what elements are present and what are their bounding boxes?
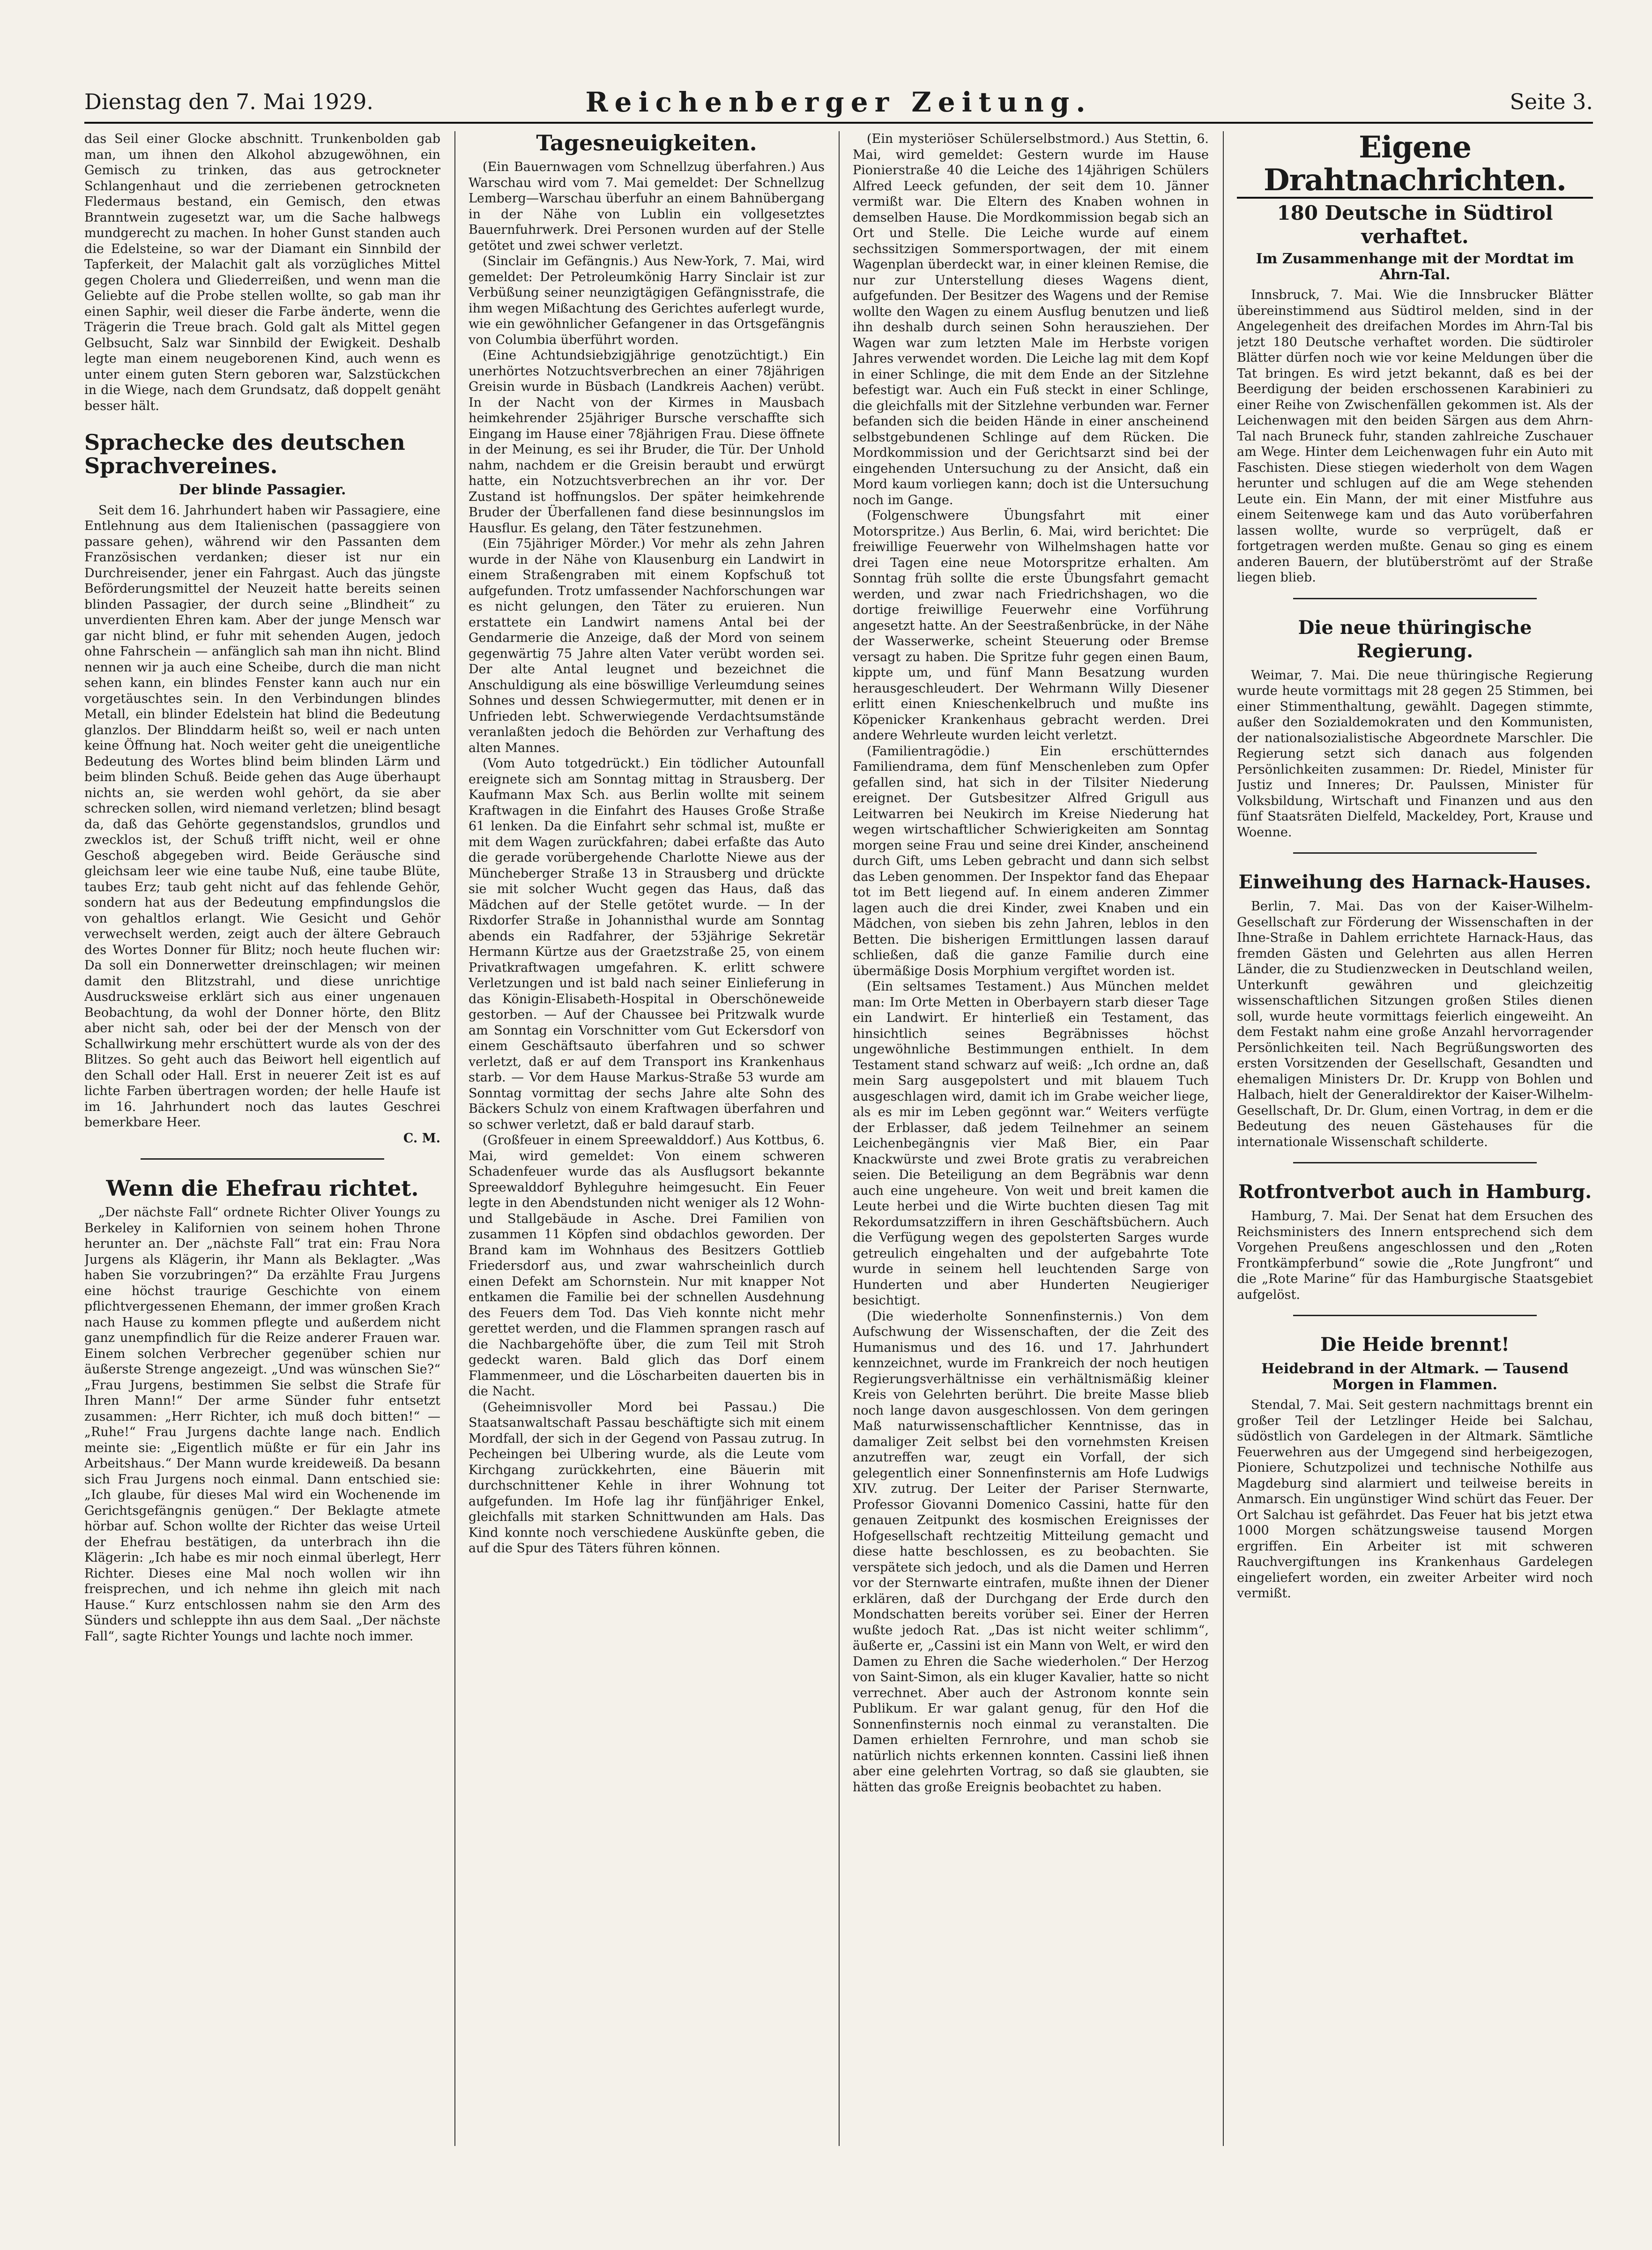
news-item: (Die wiederholte Sonnenfinsternis.) Von dem Aufschwung der Wissenschaften, der die Zeit des Humanismus und des 16. und 17. Jahrhundert kennzeichnet, wurde im Frankreich der noch heutigen Regierungsverhältnisse ein verhältnismäßig kleiner Kreis von Gelehrten berührt. Die breite Masse blieb noch lange davon ausgeschlossen. Von dem geringen Maß naturwissenschaftlicher Kenntnisse, das in damaliger Zeit selbst bei den vornehmsten Kreisen anzutreffen war, zeugt ein Vorfall, der sich gelegentlich einer Sonnenfinsternis am Hofe Ludwigs XIV. zutrug. Der Leiter der Pariser Sternwarte, Professor Giovanni Domenico Cassini, hatte für den genauen Zeitpunkt des kosmischen Ereignisses der Hofgesellschaft rechtzeitig Mitteilung gemacht und diese hatte beschlossen, es zu beobachten. Sie verspätete sich jedoch, und als die Damen und Herren vor der Sternwarte eintrafen, mußte ihnen der Diener erklären, daß der Durchgang der Erde durch den Mondschatten bereits vorüber sei. Einer der Herren wußte jedoch Rat. „Das ist nicht weiter schlimm“, äußerte er, „Cassini ist ein Mann von Welt, er wird den Damen zu Ehren die Sache wiederholen.“ Der Herzog von Saint-Simon, als ein kluger Kavalier, hatte so nicht verrechnet. Aber auch der Astronom konnte sein Publikum. Er war galant genug, für den Hof die Sonnenfinsternis noch einmal zu veranstalten. Die Damen erhielten Fernrohre, und man schob sie natürlich nichts erkennen konnten. Cassini ließ ihnen aber eine gelehrten Vortrag, so daß sie glaubten, sie hätten das große Ereignis beobachtet zu haben.	[853, 1309, 1209, 1795]
ehefrau-title: Wenn die Ehefrau richtet.	[106, 1176, 419, 1201]
sprachecke-body: Seit dem 16. Jahrhundert haben wir Passagiere, eine Entlehnung aus dem Italienischen (passaggiere von passare gehen), während wir den Passanten dem Französischen verdanken; dieser ist nur ein Durchreisender, jener ein Fahrgast. Auch das jüngste Beförderungsmittel der Neuzeit hatte bereits seinen blinden Passagier, der durch seine „Blindheit“ zu unverdienten Ehren kam. Aber der junge Mensch war gar nicht blind, er fuhr mit sehenden Augen, jedoch ohne Fahrschein — anfänglich sah man ihn nicht. Blind nennen wir ja auch eine Scheibe, durch die man nicht sehen kann, ein blindes Fenster kann auch nur ein vorgetäuschtes sein. In den Verbindungen blindes Metall, ein blinder Edelstein hat blind die Bedeutung glanzlos. Der Blinddarm heißt so, weil er nach unten keine Öffnung hat. Noch weiter geht die uneigentliche Bedeutung des Wortes blind beim blinden Lärm und beim blinden Schuß. Beide gehen das Auge überhaupt nichts an, sie werden wohl gehört, da sie aber schrecken sollen, wird niemand verletzen; blind besagt da, daß das Gehörte gegenstandslos, grundlos und zwecklos ist, der Schuß trifft nicht, weil er ohne Geschoß abgegeben wird. Beide Geräusche sind gleichsam leer wie eine taube Nuß, eine taube Blüte, taubes Erz; taub geht nicht auf das fehlende Gehör, sondern hat aus der Bedeutung empfindungslos die von gehaltlos erlangt. Wie Gesicht und Gehör verwechselt werden, zeigt auch der ältere Gebrauch des Wortes Donner für Blitz; noch heute fluchen wir: Da soll ein Donnerwetter dreinschlagen; wir meinen damit den Blitzstrahl, und diese unrichtige Ausdrucksweise erklärt sich aus einer ungenauen Beobachtung, da wohl der Donner hörte, den Blitz aber nicht sah, oder bei der der Mensch von der Schallwirkung mehr erschüttert wurde als von der des Blitzes. So geht auch das Beiwort hell eigentlich auf den Schall oder Hall. Erst in neuerer Zeit ist es auf lichte Farben übertragen worden; der helle Haufe ist im 16. Jahrhundert noch das lautes Geschrei bemerkbare Heer.	[84, 503, 440, 1130]
news-item: (Sinclair im Gefängnis.) Aus New-York, 7. Mai, wird gemeldet: Der Petroleumkönig Harry Sinclair ist zur Verbüßung seiner neunzigtägigen Gefängnisstrafe, die ihm wegen Mißachtung des Gerichtes auferlegt wurde, wie ein gewöhnlicher Gefangener in das Ortsgefängnis von Columbia überführt worden.	[469, 254, 825, 347]
column-rule	[454, 131, 455, 2146]
heide-title: Die Heide brennt!	[1320, 1334, 1510, 1356]
issue-date: Dienstag den 7. Mai 1929.	[84, 89, 374, 114]
news-item: (Ein 75jähriger Mörder.) Vor mehr als zehn Jahren wurde in der Nähe von Klausenburg ein Landwirt in einem Straßengraben mit einem Kopfschuß tot aufgefunden. Trotz umfassender Nachforschungen war es nicht gelungen, den Täter zu eruieren. Nun erstattete ein Landwirt namens Antal bei der Gendarmerie die Anzeige, daß der Mord von seinem gegenwärtig 75 Jahre alten Vater verübt worden sei. Der alte Antal leugnet und bezeichnet die Anschuldigung als eine böswillige Verleumdung seines Sohnes und dessen Schwiegermutter, mit denen er in Unfrieden lebt. Schwerwiegende Verdachtsumstände veranlaßten jedoch die Behörden zur Verhaftung des alten Mannes.	[469, 536, 825, 755]
column-4	[1237, 131, 1593, 2193]
section-divider	[1293, 1315, 1537, 1316]
lead-headline: 180 Deutsche in Südtirol verhaftet.	[1277, 201, 1553, 248]
harnack-title: Einweihung des Harnack-Hauses.	[1238, 871, 1592, 893]
column-rule	[839, 131, 840, 2146]
section-divider	[1293, 598, 1537, 599]
sprachecke-title: Sprachecke des deutschen Sprachvereines.	[84, 430, 405, 478]
heide-subtitle: Heidebrand in der Altmark. — Tausend Morgen in Flammen.	[1261, 1361, 1569, 1393]
thuringen-body: Weimar, 7. Mai. Die neue thüringische Regierung wurde heute vormittags mit 28 gegen 25 Stimmen, bei einer Stimmenthaltung, gewählt. Dagegen stimmte, außer den Sozialdemokraten und den Kommunisten, der nationalsozialistische Abgeordnete Marschler. Die Regierung setzt sich danach aus folgenden Persönlichkeiten zusammen: Dr. Riedel, Minister für Justiz und Inneres; Dr. Paulssen, Minister für Volksbildung, Wirtschaft und Finanzen und aus den fünf Staatsräten Dielfeld, Mackeldey, Port, Krause und Woenne.	[1237, 668, 1593, 840]
section-divider	[1293, 1162, 1537, 1163]
lead-body: Innsbruck, 7. Mai. Wie die Innsbrucker Blätter übereinstimmend aus Südtirol melden, sind in der Angelegenheit des dreifachen Mordes im Ahrn-Tal bis jetzt 180 Deutsche verhaftet worden. Die südtiroler Blätter dürfen noch wie vor keine Meldungen über die Tat bringen. Es wird jetzt bekannt, daß es bei der Beerdigung der beiden erschossenen Karabinieri zu einer Reihe von Zwischenfällen gekommen ist. Als der Leichenwagen mit den beiden Särgen aus dem Ahrn-Tal nach Bruneck fuhr, standen zahlreiche Zuschauer am Wege. Hinter dem Leichenwagen fuhr ein Auto mit Faschisten. Diese stiegen wiederholt von dem Wagen herunter und schlugen auf die am Wege stehenden Leute ein. Ein Mann, der mit einer Mistfuhre aus einem Seitenwege kam und das Auto vorüberfahren lassen wollte, wurde so verprügelt, daß er fortgetragen werden mußte. Genau so ging es einem anderen Bauern, der blutüberströmt auf der Straße liegen blieb.	[1237, 288, 1593, 585]
tagesneuigkeiten-title: Tagesneuigkeiten.	[536, 131, 757, 156]
news-item: (Familientragödie.) Ein erschütterndes Familiendrama, dem fünf Menschenleben zum Opfer gefallen sind, hat sich in der Tilsiter Niederung ereignet. Der Gutsbesitzer Alfred Grigull aus Leitwarren bei Neukirch im Kreise Niederung hat wegen wirtschaftlicher Schwierigkeiten am Sonntag morgen seine Frau und seine drei Kinder, anscheinend durch Gift, ums Leben gebracht und dann sich selbst das Leben genommen. Der Inspektor fand das Ehepaar tot im Bett liegend auf. In einem anderen Zimmer lagen auch die drei Kinder, zwei Knaben und ein Mädchen, von sieben bis zehn Jahren, leblos in den Betten. Die bisherigen Ermittlungen lassen darauf schließen, daß die ganze Familie durch eine übermäßige Dosis Morphium vergiftet worden ist.	[853, 744, 1209, 978]
news-item: (Folgenschwere Übungsfahrt mit einer Motorspritze.) Aus Berlin, 6. Mai, wird berichtet: Die freiwillige Feuerwehr von Wilhelmshagen hatte vor drei Tagen eine neue Motorspritze erhalten. Am Sonntag früh sollte die erste Übungsfahrt gemacht werden, und zwar nach Friedrichshagen, wo die dortige freiwillige Feuerwehr eine Vorführung angesetzt hatte. An der Seestraßenbrücke, in der Nähe der Wasserwerke, scheint Steuerung oder Bremse versagt zu haben. Die Spritze fuhr gegen einen Baum, kippte um, und fünf Mann Besatzung wurden herausgeschleudert. Der Wehrmann Willy Diesener erlitt einen Knieschenkelbruch und mußte ins Köpenicker Krankenhaus gebracht werden. Drei andere Wehrleute wurden leicht verletzt.	[853, 508, 1209, 743]
column-3	[853, 131, 1209, 2193]
news-item: (Geheimnisvoller Mord bei Passau.) Die Staatsanwaltschaft Passau beschäftigte sich mit einem Mordfall, der sich in der Gegend von Passau zutrug. In Pecheingen bei Ulbering wurde, als die Leute vom Kirchgang zurückkehrten, eine Bäuerin mit durchschnittener Kehle in ihrer Wohnung tot aufgefunden. Im Hofe lag ihr fünfjähriger Enkel, gleichfalls mit starken Schnittwunden am Hals. Das Kind konnte noch verschiedene Auskünfte geben, die auf die Spur des Täters führen können.	[469, 1400, 825, 1556]
news-item: (Ein seltsames Testament.) Aus München meldet man: Im Orte Metten in Oberbayern starb dieser Tage ein Landwirt. Er hinterließ ein Testament, das hinsichtlich seines Begräbnisses höchst ungewöhnliche Bestimmungen enthielt. In dem Testament stand schwarz auf weiß: „Ich ordne an, daß mein Sarg ausgepolstert und mit blauem Tuch ausgeschlagen wird, damit ich im Grabe weicher liege, als es mir im Leben gegönnt war.“ Weiters verfügte der Erblasser, daß jedem Teilnehmer an seinem Leichenbegängnis vier Maß Bier, ein Paar Knackwürste und zwei Brote gratis zu verabreichen seien. Die Beteiligung an dem Begräbnis war denn auch eine ungeheure. Von weit und breit kamen die Leute herbei und die Wirte buchten diesen Tag mit Rekordumsatzziffern in ihren Geschäftsbüchern. Auch die Verfügung wegen des gepolsterten Sarges wurde getreulich eingehalten und der aufgebahrte Tote wurde in seinem hell leuchtenden Sarge von Hunderten und aber Hunderten Neugieriger besichtigt.	[853, 979, 1209, 1308]
section-divider	[1293, 852, 1537, 854]
news-item: (Großfeuer in einem Spreewalddorf.) Aus Kottbus, 6. Mai, wird gemeldet: Von einem schweren Schadenfeuer wurde das als Ausflugsort bekannte Spreewalddorf Byhleguhre heimgesucht. Ein Feuer legte in den Abendstunden nicht weniger als 12 Wohn- und Stallgebäude in Asche. Drei Familien von zusammen 11 Köpfen sind obdachlos geworden. Der Brand kam im Wohnhaus des Besitzers Gottlieb Friedersdorf aus, und zwar wahrscheinlich durch einen Defekt am Schornstein. Nur mit knapper Not entkamen die Familie bei der schnellen Ausdehnung des Feuers dem Tod. Das Vieh konnte nicht mehr gerettet werden, und die Flammen sprangen rasch auf die Nachbargehöfte über, die zum Teil mit Stroh gedeckt waren. Bald glich das Dorf einem Flammenmeer, und die Löscharbeiten dauerten bis in die Nacht.	[469, 1133, 825, 1399]
column-2	[469, 131, 825, 2193]
sprachecke-subtitle: Der blinde Passagier.	[179, 482, 346, 498]
ehefrau-body: „Der nächste Fall“ ordnete Richter Oliver Youngs zu Berkeley in Kalifornien von seinem hohen Throne herunter an. Der „nächste Fall“ trat ein: Frau Nora Jurgens als Klägerin, ihr Mann als Beklagter. „Was haben Sie vorzubringen?“ Da erzählte Frau Jurgens eine höchst traurige Geschichte von einem pflichtvergessenen Ehemann, der immer großen Krach nach Hause zu kommen pflegte und außerdem nicht ganz unempfindlich für die Reize anderer Frauen war. Einem solchen Verbrecher gegenüber schien nur äußerste Strenge angezeigt. „Und was wünschen Sie?“ „Frau Jurgens, bestimmen Sie selbst die Strafe für Ihren Mann!“ Der arme Sünder fuhr entsetzt zusammen: „Herr Richter, ich muß doch bitten!“ — „Ruhe!“ Frau Jurgens dachte lange nach. Endlich meinte sie: „Eigentlich müßte er für ein Jahr ins Arbeitshaus.“ Der Mann wurde kreideweiß. Da besann sich Frau Jurgens noch einmal. Dann entschied sie: „Ich glaube, für dieses Mal wird ein Wochenende im Gerichtsgefängnis genügen.“ Der Beklagte atmete hörbar auf. Schon wollte der Richter das weise Urteil der Ehefrau bestätigen, da unterbrach ihn die Klägerin: „Ich habe es mir noch einmal überlegt, Herr Richter. Dieses eine Mal noch wollen wir ihn freisprechen, und ich nehme ihn gleich mit nach Hause.“ Kurz entschlossen nahm sie den Arm des Sünders und schleppte ihn aus dem Saal. „Der nächste Fall“, sagte Richter Youngs und lachte noch immer.	[84, 1205, 440, 1644]
page-number: Seite 3.	[1510, 89, 1593, 114]
rotfront-title: Rotfrontverbot auch in Hamburg.	[1238, 1181, 1592, 1203]
thuringen-title: Die neue thüringische Regierung.	[1298, 616, 1532, 662]
news-item: (Vom Auto totgedrückt.) Ein tödlicher Autounfall ereignete sich am Sonntag mittag in Strausberg. Der Kaufmann Max Sch. aus Berlin wollte mit seinem Kraftwagen in die Einfahrt des Hauses Große Straße 61 lenken. Da die Einfahrt sehr schmal ist, mußte er mit dem Wagen zurückfahren; dabei erfaßte das Auto die gerade vorübergehende Charlotte Niewe aus der Müncheberger Straße 13 in Strausberg und drückte sie mit solcher Wucht gegen das Haus, daß das Mädchen auf der Stelle getötet wurde. — In der Rixdorfer Straße in Johannisthal wurde am Sonntag abends ein Radfahrer, der 53jährige Sekretär Hermann Kürtze aus der Graetzstraße 25, von einem Privatkraftwagen umgefahren. K. erlitt schwere Verletzungen und ist bald nach seiner Einlieferung in das Königin-Elisabeth-Hospital in Oberschöneweide gestorben. — Auf der Chaussee bei Pritzwalk wurde am Sonntag ein Vorschnitter vom Gut Eckersdorf von einem Geschäftsauto überfahren und so schwer verletzt, daß er auf dem Transport ins Krankenhaus starb. — Vor dem Hause Markus-Straße 53 wurde am Sonntag vormittag der sechs Jahre alte Sohn des Bäckers Schulz von einem Kraftwagen überfahren und so schwer verletzt, daß er bald darauf starb.	[469, 756, 825, 1132]
section-divider	[141, 1158, 384, 1160]
lead-subheadline: Im Zusammenhange mit der Mordtat im Ahrn-Tal.	[1256, 251, 1574, 283]
news-item: (Eine Achtundsiebzigjährige genotzüchtigt.) Ein unerhörtes Notzuchtsverbrechen an einer 78jährigen Greisin wurde in Büsbach (Landkreis Aachen) verübt. In der Nacht von der Kirmes in Mausbach heimkehrender 25jähriger Bursche verschaffte sich Eingang im Hause einer 78jährigen Frau. Diese öffnete in der Meinung, es sei ihr Bruder, die Tür. Der Unhold nahm, nachdem er die Greisin beraubt und erwürgt hatte, ein Notzuchtsverbrechen an ihr vor. Der Zustand ist hoffnungslos. Der später heimkehrende Bruder der Überfallenen fand diese besinnungslos im Hausflur. Es gelang, den Täter festzunehmen.	[469, 348, 825, 536]
news-item: (Ein mysteriöser Schülerselbstmord.) Aus Stettin, 6. Mai, wird gemeldet: Gestern wurde im Hause Pionierstraße 40 die Leiche des 14jährigen Schülers Alfred Leeck gefunden, der seit dem 10. Jänner vermißt war. Die Eltern des Knaben wohnen in demselben Hause. Die Mordkommission begab sich an Ort und Stelle. Die Leiche wurde auf einem sechssitzigen Sommersportwagen, der mit einem Wagenplan überdeckt war, in einer kleinen Remise, die nur zur Unterstellung dieses Wagens dient, aufgefunden. Der Besitzer des Wagens und der Remise wollte den Wagen zu einem Ausflug benutzen und ließ ihn deshalb durch seinen Sohn herausziehen. Der Wagen war zum letzten Male im Herbste vorigen Jahres verwendet worden. Die Leiche lag mit dem Kopf in einer Schlinge, die mit dem Ende an der Sitzlehne befestigt war. Auch ein Fuß steckt in einer Schlinge, die gleichfalls mit der Sitzlehne verbunden war. Ferner befanden sich die beiden Hände in einer anscheinend selbstgebundenen Schlinge auf dem Rücken. Die Mordkommission und der Gerichtsarzt sind bei der eingehenden Untersuchung zu der Ansicht, daß ein Mord kaum vorliegen kann; doch ist die Untersuchung noch im Gange.	[853, 132, 1209, 507]
harnack-body: Berlin, 7. Mai. Das von der Kaiser-Wilhelm-Gesellschaft zur Förderung der Wissenschaften in der Ihne-Straße in Dahlem errichtete Harnack-Haus, das fremden Gästen und Gelehrten aus allen Herren Länder, die zu Studienzwecken in Deutschland weilen, Unterkunft gewähren und gleichzeitig wissenschaftlichen Sitzungen großen Stiles dienen soll, wurde heute vormittags feierlich eingeweiht. An dem Festakt nahm eine große Anzahl hervorragender Persönlichkeiten teil. Nach Begrüßungsworten des ersten Vorsitzenden der Gesellschaft, Gesandten und ehemaligen Ministers Dr. Dr. Krupp von Bohlen und Halbach, hielt der Generaldirektor der Kaiser-Wilhelm-Gesellschaft, Dr. Dr. Glum, einen Vortrag, in dem er die Bedeutung des neuen Gästehauses für die internationale Wissenschaft schilderte.	[1237, 899, 1593, 1149]
newspaper-title: Reichenberger Zeitung.	[585, 86, 1092, 118]
columns	[84, 131, 1593, 2193]
newspaper-page	[84, 80, 1593, 2198]
heide-body: Stendal, 7. Mai. Seit gestern nachmittags brennt ein großer Teil der Letzlinger Heide bei Salchau, südöstlich von Gardelegen in der Altmark. Sämtliche Feuerwehren aus der Umgegend sind herbeigezogen, Pioniere, Schutzpolizei und technische Nothilfe aus Magdeburg sind alarmiert und teilweise bereits in Anmarsch. Ein ungünstiger Wind schürt das Feuer. Der Ort Salchau ist gefährdet. Das Feuer hat bis jetzt etwa 1000 Morgen schätzungsweise tausend Morgen ergriffen. Ein Arbeiter ist mit schweren Rauchvergiftungen ins Krankenhaus Gardelegen eingeliefert worden, ein zweiter Arbeiter wird noch vermißt.	[1237, 1398, 1593, 1601]
intro-text: das Seil einer Glocke abschnitt. Trunkenbolden gab man, um ihnen den Alkohol abzugewöhnen, ein Gemisch zu trinken, das aus getrockneter Schlangenhaut und die zerriebenen getrockneten Fledermaus bestand, ein Gemisch, den etwas Branntwein zugesetzt war, um die Sache halbwegs mundgerecht zu machen. In hoher Gunst standen auch die Edelsteine, so war der Diamant ein Sinnbild der Tapferkeit, der Malachit galt als vorzügliches Mittel gegen Cholera und Gliederreißen, und wenn man die Geliebte auf die Probe stellen wollte, so gab man ihr einen Saphir, weil dieser die Farbe änderte, wenn die Trägerin die Treue brach. Gold galt als Mittel gegen Gelbsucht, Salz war Sinnbild der Ewigkeit. Deshalb legte man einem neugeborenen Kind, auch wenn es unter einem guten Stern geboren war, Salzstückchen in die Wiege, nach dem Grundsatz, daß doppelt genäht besser hält.	[84, 132, 440, 413]
column-rule	[1223, 131, 1224, 2146]
drahtnachrichten-masthead: Eigene Drahtnachrichten.	[1237, 131, 1593, 199]
news-item: (Ein Bauernwagen vom Schnellzug überfahren.) Aus Warschau wird vom 7. Mai gemeldet: Der Schnellzug Lemberg—Warschau überfuhr an einem Bahnübergang in der Nähe von Lublin ein vollgesetztes Bauernfuhrwerk. Drei Personen wurden auf der Stelle getötet und zwei schwer verletzt.	[469, 160, 825, 253]
column-1	[84, 131, 440, 2193]
page-header	[84, 86, 1593, 124]
rotfront-body: Hamburg, 7. Mai. Der Senat hat dem Ersuchen des Reichsministers des Innern entsprechend sich dem Vorgehen Preußens angeschlossen und den „Roten Frontkämpferbund“ sowie die „Rote Jungfront“ und die „Rote Marine“ für das Hamburgische Staatsgebiet aufgelöst.	[1237, 1209, 1593, 1302]
sprachecke-signature: C. M.	[403, 1131, 440, 1146]
